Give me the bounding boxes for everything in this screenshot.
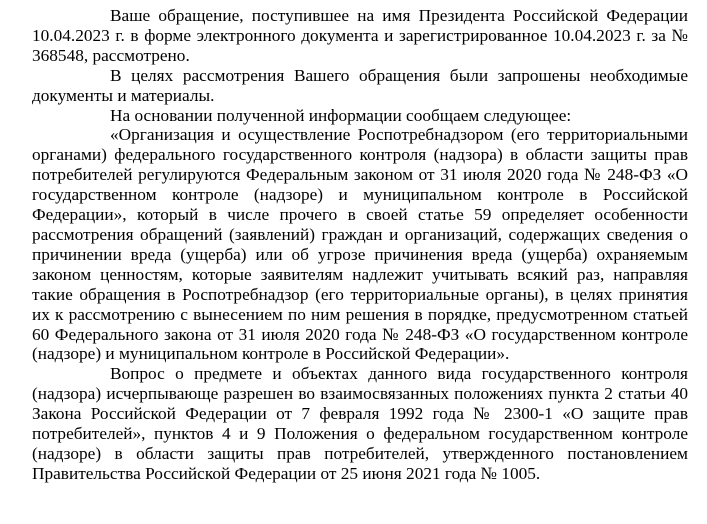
- paragraph-appeal-status: Ваше обращение, поступившее на имя Президента Российской Федерации 10.04.2023 г. в форме электронного документа и зарегистрированное 10.04.2023 г. за № 368548, рассмотрено.: [32, 6, 688, 65]
- paragraph-info-intro: На основании полученной информации сообщаем следующее:: [110, 105, 572, 125]
- document-body: [32, 6, 688, 484]
- paragraph-documents-requested: В целях рассмотрения Вашего обращения были запрошены необходимые документы и материалы.: [32, 65, 688, 105]
- paragraph-legal-basis: «Организация и осуществление Роспотребнадзором (его территориальными органами) федерального государственного контроля (надзора) в области защиты прав потребителей регулируются Федеральным законом от 31 июля 2020 года № 248-ФЗ «О государственном контроле (надзоре) и муниципальном контроле в Российской Федерации», который в числе прочего в своей статье 59 определяет особенности рассмотрения обращений (заявлений) граждан и организаций, содержащих сведения о причинении вреда (ущерба) или об угрозе причинения вреда (ущерба) охраняемым законом ценностям, которые заявителям надлежит учитывать всякий раз, направляя такие обращения в Роспотребнадзор (его территориальные органы), в целях принятия их к рассмотрению с вынесением по ним решения в порядке, предусмотренном статьей 60 Федерального закона от 31 июля 2020 года № 248-ФЗ «О государственном контроле (надзоре) и муниципальном контроле в Российской Федерации».: [32, 125, 688, 364]
- paragraph-control-subject: Вопрос о предмете и объектах данного вида государственного контроля (надзора) исчерпывающе разрешен во взаимосвязанных положениях пункта 2 статьи 40 Закона Российской Федерации от 7 февраля 1992 года № 2300-1 «О защите прав потребителей», пунктов 4 и 9 Положения о федеральном государственном контроле (надзоре) в области защиты прав потребителей, утвержденного постановлением Правительства Российской Федерации от 25 июня 2021 года № 1005.: [32, 364, 688, 483]
